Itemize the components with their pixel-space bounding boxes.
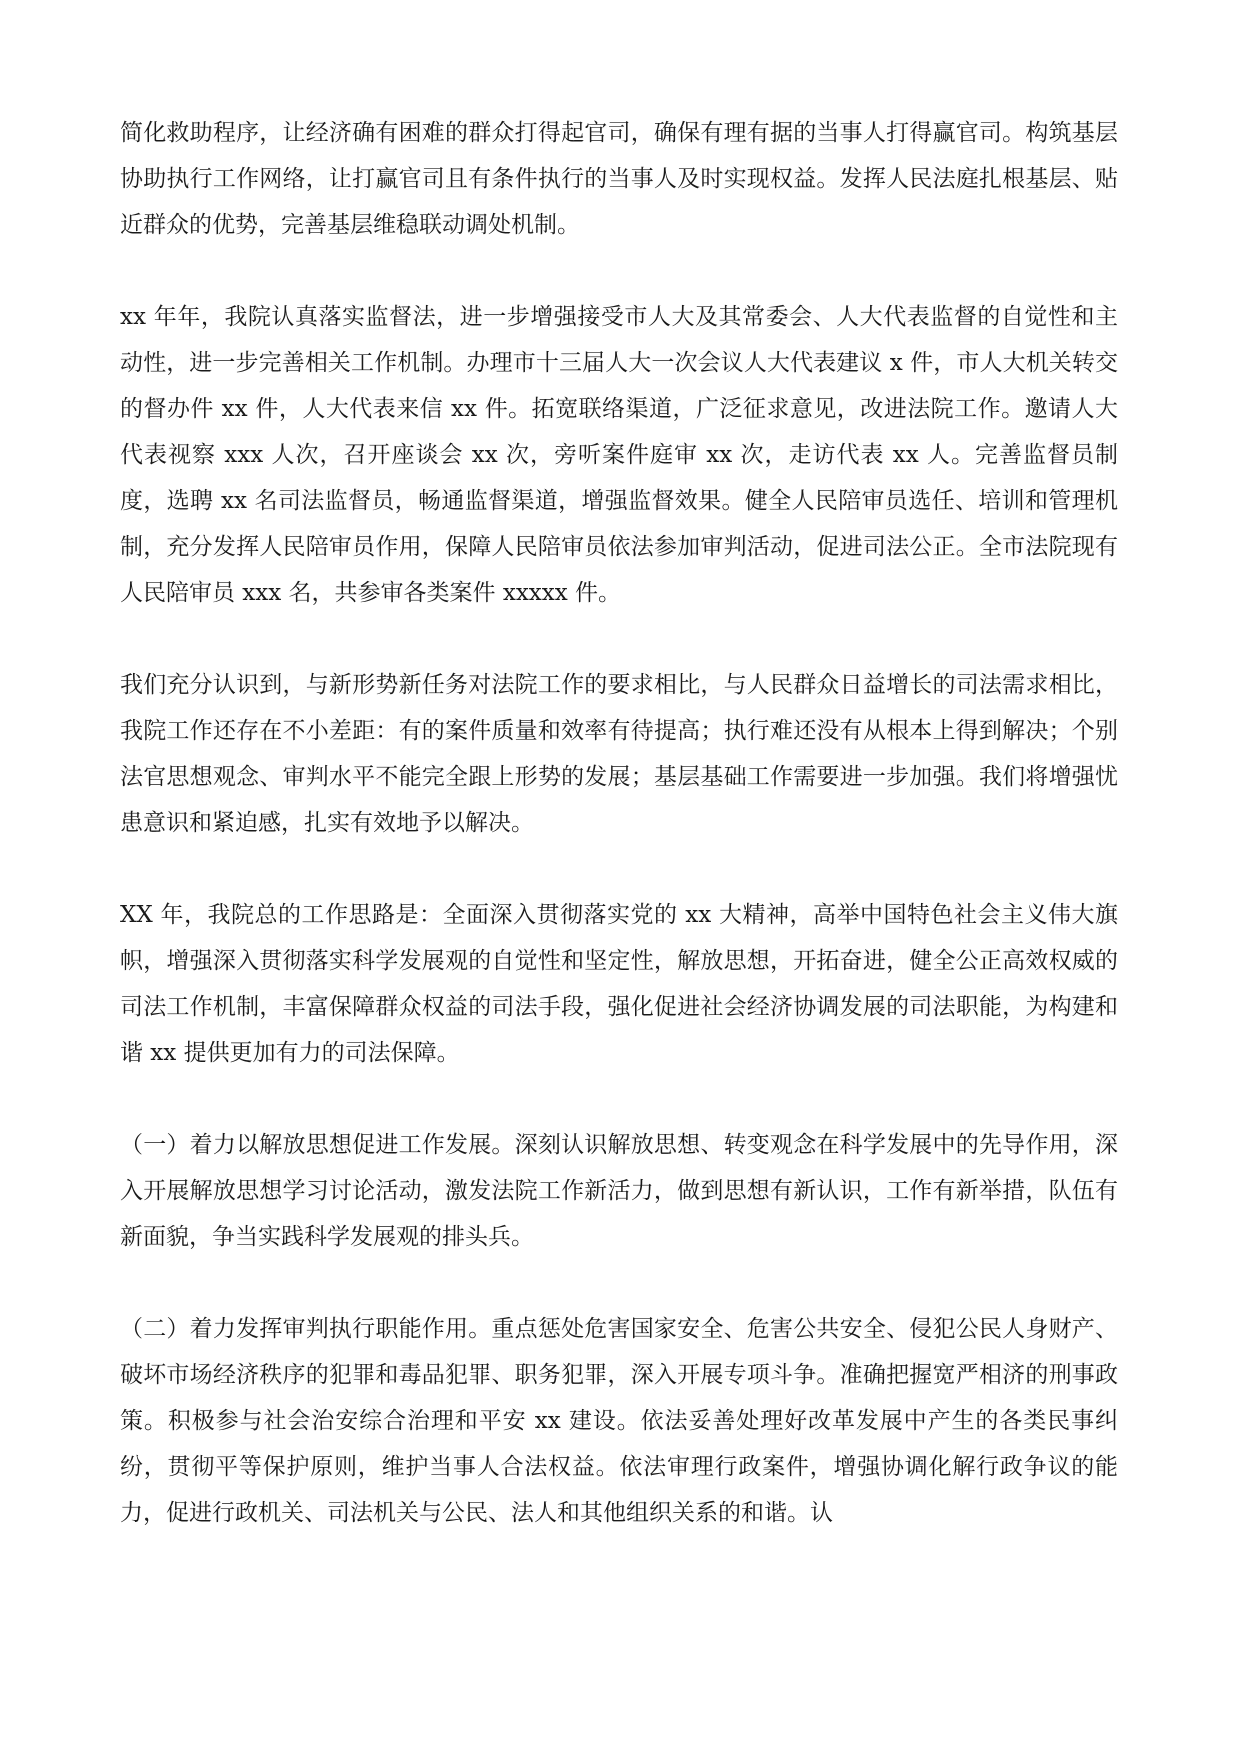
paragraph-3: 我们充分认识到，与新形势新任务对法院工作的要求相比，与人民群众日益增长的司法需求相比，我院工作还存在不小差距：有的案件质量和效率有待提高；执行难还没有从根本上得到解决；个别法官思想观念、审判水平不能完全跟上形势的发展；基层基础工作需要进一步加强。我们将增强忧患意识和紧迫感，扎实有效地予以解决。	[120, 672, 1118, 836]
paragraph-6: （二）着力发挥审判执行职能作用。重点惩处危害国家安全、危害公共安全、侵犯公民人身财产、破坏市场经济秩序的犯罪和毒品犯罪、职务犯罪，深入开展专项斗争。准确把握宽严相济的刑事政策。积极参与社会治安综合治理和平安 xx 建设。依法妥善处理好改革发展中产生的各类民事纠纷，贯彻平等保护原则，维护当事人合法权益。依法审理行政案件，增强协调化解行政争议的能力，促进行政机关、司法机关与公民、法人和其他组织关系的和谐。认	[120, 1316, 1118, 1526]
document-body	[120, 110, 1118, 1536]
paragraph-5: （一）着力以解放思想促进工作发展。深刻认识解放思想、转变观念在科学发展中的先导作用，深入开展解放思想学习讨论活动，激发法院工作新活力，做到思想有新认识，工作有新举措，队伍有新面貌，争当实践科学发展观的排头兵。	[120, 1132, 1118, 1250]
paragraph-1: 简化救助程序，让经济确有困难的群众打得起官司，确保有理有据的当事人打得赢官司。构筑基层协助执行工作网络，让打赢官司且有条件执行的当事人及时实现权益。发挥人民法庭扎根基层、贴近群众的优势，完善基层维稳联动调处机制。	[120, 120, 1118, 238]
paragraph-2: xx 年年，我院认真落实监督法，进一步增强接受市人大及其常委会、人大代表监督的自觉性和主动性，进一步完善相关工作机制。办理市十三届人大一次会议人大代表建议 x 件，市人大机关转交的督办件 xx 件，人大代表来信 xx 件。拓宽联络渠道，广泛征求意见，改进法院工作。邀请人大代表视察 xxx 人次，召开座谈会 xx 次，旁听案件庭审 xx 次，走访代表 xx 人。完善监督员制度，选聘 xx 名司法监督员，畅通监督渠道，增强监督效果。健全人民陪审员选任、培训和管理机制，充分发挥人民陪审员作用，保障人民陪审员依法参加审判活动，促进司法公正。全市法院现有人民陪审员 xxx 名，共参审各类案件 xxxxx 件。	[120, 304, 1118, 606]
paragraph-4: XX 年，我院总的工作思路是：全面深入贯彻落实党的 xx 大精神，高举中国特色社会主义伟大旗帜，增强深入贯彻落实科学发展观的自觉性和坚定性，解放思想，开拓奋进，健全公正高效权威的司法工作机制，丰富保障群众权益的司法手段，强化促进社会经济协调发展的司法职能，为构建和谐 xx 提供更加有力的司法保障。	[120, 902, 1118, 1066]
